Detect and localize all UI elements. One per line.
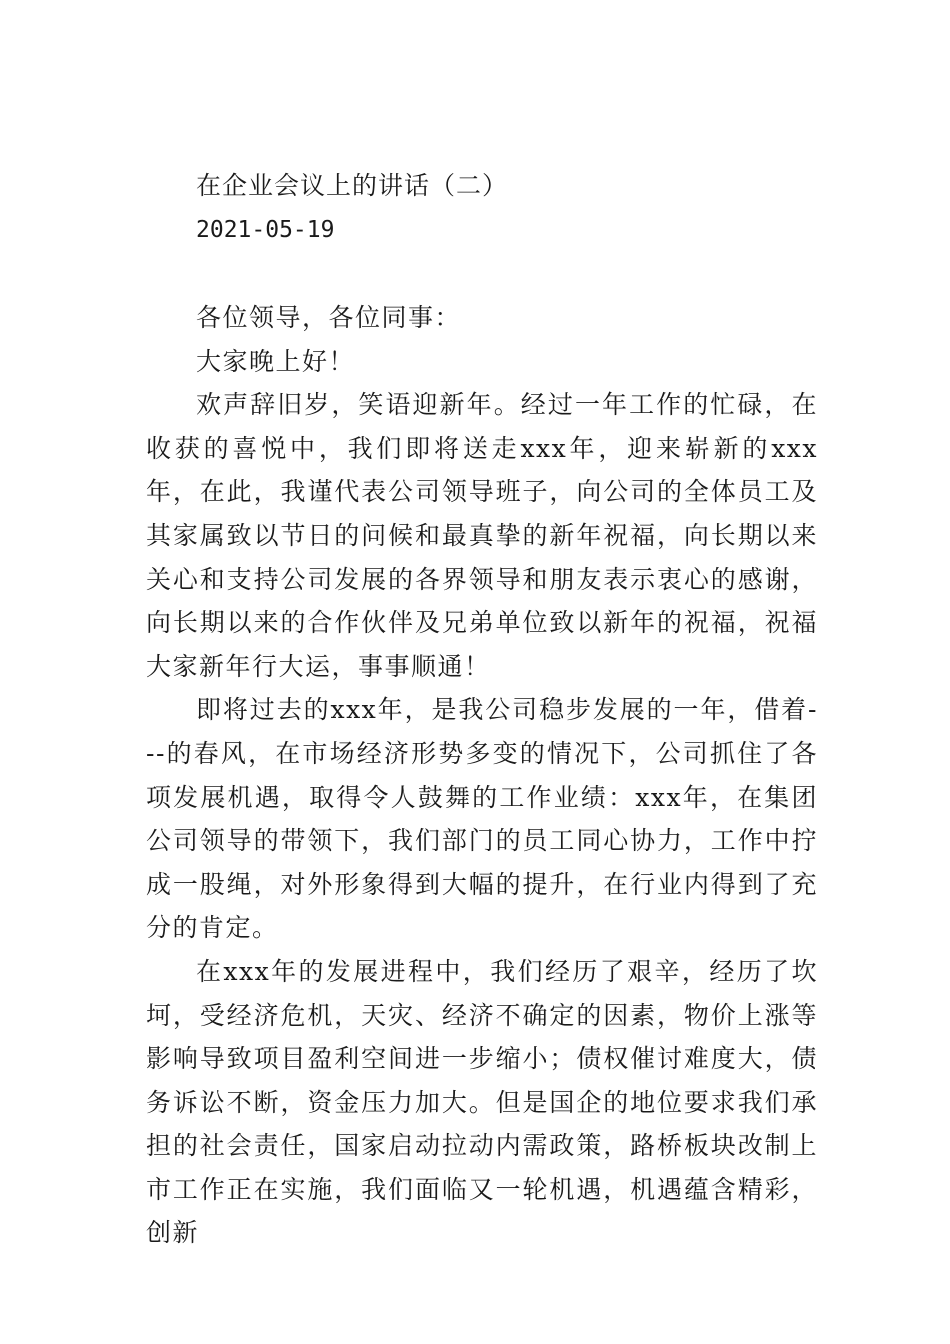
document-title: 在企业会议上的讲话（二） xyxy=(196,171,509,200)
body-paragraph: 在xxx年的发展进程中，我们经历了艰辛，经历了坎坷，受经济危机，天灾、经济不确定的因素，物价上涨等影响导致项目盈利空间进一步缩小；债权催讨难度大，债务诉讼不断，资金压力加大。但是国企的地位要求我们承担的社会责任，国家启动拉动内需政策，路桥板块改制上市工作正在实施，我们面临又一轮机遇，机遇蕴含精彩，创新 xyxy=(146,956,818,1248)
body-paragraph: 即将过去的xxx年，是我公司稳步发展的一年，借着---的春风，在市场经济形势多变的情况下，公司抓住了各项发展机遇，取得令人鼓舞的工作业绩：xxx年，在集团公司领导的带领下，我们部门的员工同心协力，工作中拧成一股绳，对外形象得到大幅的提升，在行业内得到了充分的肯定。 xyxy=(146,695,818,943)
document-date: 2021-05-19 xyxy=(196,217,335,243)
salutation-paragraph: 各位领导，各位同事： xyxy=(196,303,462,332)
greeting-paragraph: 大家晚上好！ xyxy=(196,346,356,376)
document-body xyxy=(146,296,818,1255)
body-paragraph: 欢声辞旧岁，笑语迎新年。经过一年工作的忙碌，在收获的喜悦中，我们即将送走xxx年，迎来崭新的xxx年，在此，我谨代表公司领导班子，向公司的全体员工及其家属致以节日的问候和最真挚的新年祝福，向长期以来关心和支持公司发展的各界领导和朋友表示衷心的感谢，向长期以来的合作伙伴及兄弟单位致以新年的祝福，祝福大家新年行大运，事事顺通！ xyxy=(146,390,818,681)
